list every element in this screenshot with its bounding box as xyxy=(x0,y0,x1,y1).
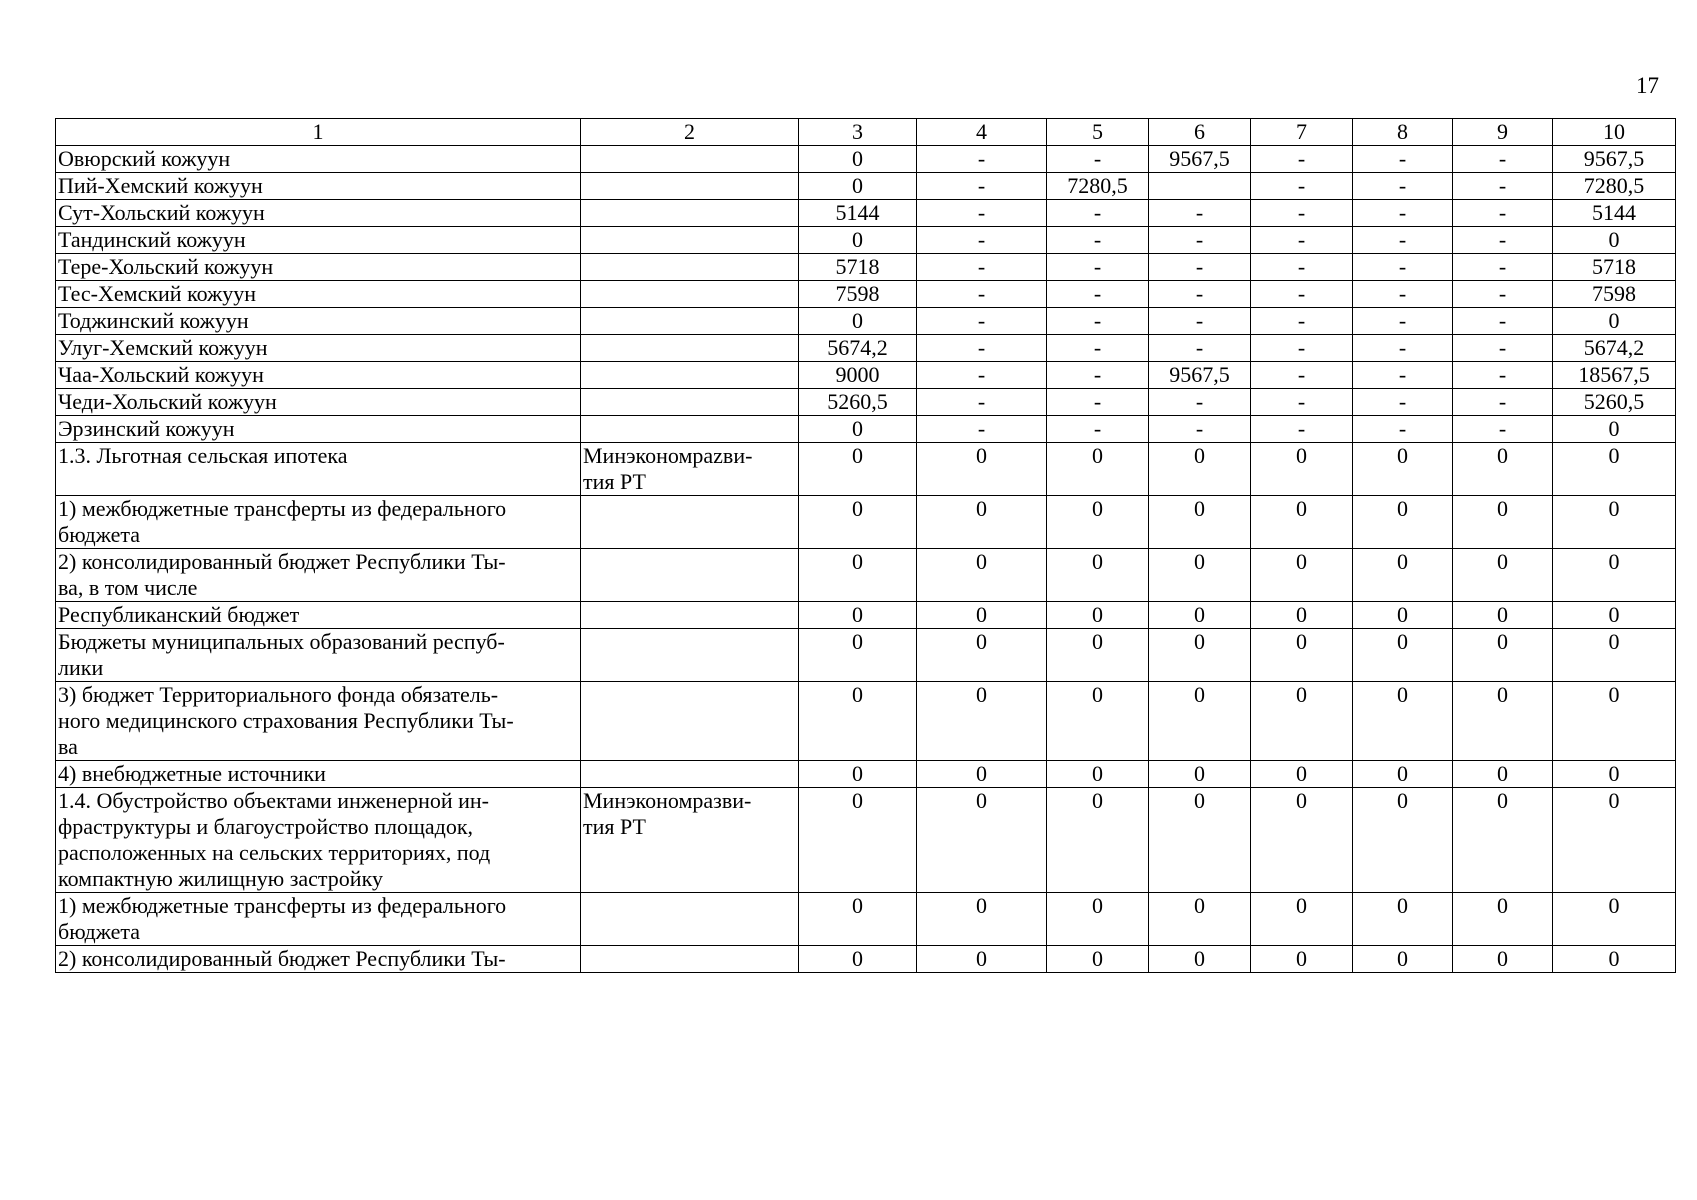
value-cell-col-9: - xyxy=(1453,389,1553,416)
value-cell-col-8: - xyxy=(1353,335,1453,362)
value-cell-col-6: - xyxy=(1149,308,1251,335)
value-cell-col-4: 0 xyxy=(917,496,1047,549)
value-cell-col-4: - xyxy=(917,173,1047,200)
value-cell-col-9: - xyxy=(1453,254,1553,281)
executor-cell: Минэкономрazви- тия РТ xyxy=(581,443,799,496)
value-cell-col-10: 0 xyxy=(1553,443,1676,496)
table-row xyxy=(56,146,1676,173)
executor-cell xyxy=(581,200,799,227)
value-cell-col-10: 5144 xyxy=(1553,200,1676,227)
value-cell-col-5: 0 xyxy=(1047,602,1149,629)
executor-cell xyxy=(581,335,799,362)
value-cell-col-10: 7280,5 xyxy=(1553,173,1676,200)
value-cell-col-5: 7280,5 xyxy=(1047,173,1149,200)
header-cell-4: 4 xyxy=(917,119,1047,146)
row-name-cell: Тандинский кожуун xyxy=(56,227,581,254)
header-cell-7: 7 xyxy=(1251,119,1353,146)
row-name-cell: Тоджинский кожуун xyxy=(56,308,581,335)
table-row xyxy=(56,389,1676,416)
executor-cell xyxy=(581,549,799,602)
value-cell-col-9: 0 xyxy=(1453,602,1553,629)
value-cell-col-10: 9567,5 xyxy=(1553,146,1676,173)
value-cell-col-3: 0 xyxy=(799,946,917,973)
value-cell-col-9: - xyxy=(1453,362,1553,389)
value-cell-col-7: 0 xyxy=(1251,946,1353,973)
value-cell-col-3: 5674,2 xyxy=(799,335,917,362)
value-cell-col-7: - xyxy=(1251,389,1353,416)
value-cell-col-8: - xyxy=(1353,146,1453,173)
value-cell-col-7: 0 xyxy=(1251,788,1353,893)
value-cell-col-3: 0 xyxy=(799,602,917,629)
executor-cell xyxy=(581,629,799,682)
value-cell-col-10: 0 xyxy=(1553,496,1676,549)
value-cell-col-3: 0 xyxy=(799,549,917,602)
value-cell-col-6: 0 xyxy=(1149,946,1251,973)
value-cell-col-7: - xyxy=(1251,146,1353,173)
value-cell-col-6: 0 xyxy=(1149,496,1251,549)
executor-cell xyxy=(581,761,799,788)
value-cell-col-3: 0 xyxy=(799,629,917,682)
header-cell-9: 9 xyxy=(1453,119,1553,146)
table-row xyxy=(56,416,1676,443)
value-cell-col-9: - xyxy=(1453,281,1553,308)
value-cell-col-5: 0 xyxy=(1047,629,1149,682)
value-cell-col-5: - xyxy=(1047,227,1149,254)
value-cell-col-9: - xyxy=(1453,200,1553,227)
value-cell-col-4: - xyxy=(917,389,1047,416)
table-row xyxy=(56,496,1676,549)
header-cell-5: 5 xyxy=(1047,119,1149,146)
header-cell-10: 10 xyxy=(1553,119,1676,146)
value-cell-col-7: - xyxy=(1251,227,1353,254)
value-cell-col-8: - xyxy=(1353,308,1453,335)
value-cell-col-7: 0 xyxy=(1251,682,1353,761)
row-name-cell: Эрзинский кожуун xyxy=(56,416,581,443)
value-cell-col-4: 0 xyxy=(917,946,1047,973)
value-cell-col-6: - xyxy=(1149,227,1251,254)
value-cell-col-3: 0 xyxy=(799,893,917,946)
value-cell-col-6: - xyxy=(1149,200,1251,227)
executor-cell xyxy=(581,281,799,308)
row-name-cell: 1) межбюджетные трансферты из федерального бюджета xyxy=(56,893,581,946)
row-name-cell: Тере-Хольский кожуун xyxy=(56,254,581,281)
value-cell-col-8: 0 xyxy=(1353,629,1453,682)
value-cell-col-8: - xyxy=(1353,416,1453,443)
value-cell-col-8: 0 xyxy=(1353,946,1453,973)
value-cell-col-6: - xyxy=(1149,281,1251,308)
value-cell-col-3: 5718 xyxy=(799,254,917,281)
value-cell-col-10: 5260,5 xyxy=(1553,389,1676,416)
executor-cell xyxy=(581,227,799,254)
table-row xyxy=(56,308,1676,335)
row-name-cell: Тес-Хемский кожуун xyxy=(56,281,581,308)
executor-cell xyxy=(581,946,799,973)
table-row xyxy=(56,682,1676,761)
value-cell-col-4: - xyxy=(917,335,1047,362)
value-cell-col-9: - xyxy=(1453,227,1553,254)
value-cell-col-4: - xyxy=(917,308,1047,335)
value-cell-col-7: - xyxy=(1251,308,1353,335)
value-cell-col-10: 0 xyxy=(1553,946,1676,973)
table-row xyxy=(56,281,1676,308)
value-cell-col-6: 0 xyxy=(1149,549,1251,602)
executor-cell xyxy=(581,416,799,443)
row-name-cell: Чаа-Хольский кожуун xyxy=(56,362,581,389)
table-row xyxy=(56,946,1676,973)
header-row xyxy=(56,119,1676,146)
table-row xyxy=(56,335,1676,362)
value-cell-col-3: 0 xyxy=(799,682,917,761)
executor-cell xyxy=(581,389,799,416)
value-cell-col-7: 0 xyxy=(1251,629,1353,682)
value-cell-col-9: - xyxy=(1453,416,1553,443)
value-cell-col-7: 0 xyxy=(1251,443,1353,496)
executor-cell xyxy=(581,173,799,200)
row-name-cell: Овюрский кожуун xyxy=(56,146,581,173)
value-cell-col-9: 0 xyxy=(1453,893,1553,946)
value-cell-col-6: - xyxy=(1149,416,1251,443)
value-cell-col-9: 0 xyxy=(1453,549,1553,602)
value-cell-col-4: 0 xyxy=(917,443,1047,496)
value-cell-col-5: - xyxy=(1047,200,1149,227)
row-name-cell: 3) бюджет Территориального фонда обязатель- ного медицинского страхования Республики Ты- ва xyxy=(56,682,581,761)
row-name-cell: Улуг-Хемский кожуун xyxy=(56,335,581,362)
value-cell-col-9: - xyxy=(1453,335,1553,362)
value-cell-col-3: 0 xyxy=(799,761,917,788)
table-row xyxy=(56,254,1676,281)
value-cell-col-5: 0 xyxy=(1047,761,1149,788)
value-cell-col-10: 18567,5 xyxy=(1553,362,1676,389)
value-cell-col-4: 0 xyxy=(917,602,1047,629)
value-cell-col-10: 0 xyxy=(1553,788,1676,893)
value-cell-col-9: - xyxy=(1453,146,1553,173)
row-name-cell: 2) консолидированный бюджет Республики Ты- ва, в том числе xyxy=(56,549,581,602)
value-cell-col-7: 0 xyxy=(1251,549,1353,602)
value-cell-col-9: 0 xyxy=(1453,946,1553,973)
value-cell-col-3: 0 xyxy=(799,227,917,254)
value-cell-col-8: - xyxy=(1353,173,1453,200)
header-cell-3: 3 xyxy=(799,119,917,146)
value-cell-col-6: 9567,5 xyxy=(1149,146,1251,173)
value-cell-col-4: 0 xyxy=(917,788,1047,893)
row-name-cell: 1) межбюджетные трансферты из федерального бюджета xyxy=(56,496,581,549)
header-cell-2: 2 xyxy=(581,119,799,146)
value-cell-col-6: 0 xyxy=(1149,443,1251,496)
value-cell-col-5: - xyxy=(1047,281,1149,308)
value-cell-col-4: 0 xyxy=(917,682,1047,761)
value-cell-col-7: 0 xyxy=(1251,496,1353,549)
value-cell-col-10: 5718 xyxy=(1553,254,1676,281)
row-name-cell: Бюджеты муниципальных образований респуб- лики xyxy=(56,629,581,682)
value-cell-col-7: 0 xyxy=(1251,761,1353,788)
value-cell-col-10: 0 xyxy=(1553,893,1676,946)
value-cell-col-5: - xyxy=(1047,389,1149,416)
value-cell-col-10: 7598 xyxy=(1553,281,1676,308)
value-cell-col-8: - xyxy=(1353,254,1453,281)
value-cell-col-7: 0 xyxy=(1251,893,1353,946)
value-cell-col-4: - xyxy=(917,254,1047,281)
value-cell-col-5: 0 xyxy=(1047,788,1149,893)
value-cell-col-6: - xyxy=(1149,335,1251,362)
row-name-cell: 2) консолидированный бюджет Республики Ты- xyxy=(56,946,581,973)
value-cell-col-9: 0 xyxy=(1453,629,1553,682)
value-cell-col-5: - xyxy=(1047,335,1149,362)
value-cell-col-8: - xyxy=(1353,227,1453,254)
value-cell-col-5: - xyxy=(1047,308,1149,335)
value-cell-col-7: - xyxy=(1251,254,1353,281)
value-cell-col-4: 0 xyxy=(917,549,1047,602)
value-cell-col-4: - xyxy=(917,281,1047,308)
value-cell-col-5: - xyxy=(1047,146,1149,173)
value-cell-col-3: 5260,5 xyxy=(799,389,917,416)
value-cell-col-9: 0 xyxy=(1453,496,1553,549)
value-cell-col-10: 0 xyxy=(1553,416,1676,443)
value-cell-col-10: 0 xyxy=(1553,761,1676,788)
value-cell-col-7: - xyxy=(1251,416,1353,443)
header-cell-8: 8 xyxy=(1353,119,1453,146)
row-name-cell: Республиканский бюджет xyxy=(56,602,581,629)
table-row xyxy=(56,602,1676,629)
value-cell-col-6: 0 xyxy=(1149,629,1251,682)
table-body xyxy=(56,119,1676,973)
value-cell-col-8: - xyxy=(1353,362,1453,389)
value-cell-col-10: 0 xyxy=(1553,549,1676,602)
value-cell-col-4: - xyxy=(917,146,1047,173)
value-cell-col-9: 0 xyxy=(1453,761,1553,788)
executor-cell: Минэкономразви- тия РТ xyxy=(581,788,799,893)
value-cell-col-3: 5144 xyxy=(799,200,917,227)
value-cell-col-4: - xyxy=(917,362,1047,389)
value-cell-col-3: 0 xyxy=(799,173,917,200)
value-cell-col-5: 0 xyxy=(1047,893,1149,946)
value-cell-col-7: - xyxy=(1251,281,1353,308)
value-cell-col-6: 9567,5 xyxy=(1149,362,1251,389)
table-row xyxy=(56,788,1676,893)
value-cell-col-3: 0 xyxy=(799,146,917,173)
executor-cell xyxy=(581,254,799,281)
value-cell-col-3: 0 xyxy=(799,788,917,893)
value-cell-col-10: 0 xyxy=(1553,602,1676,629)
value-cell-col-6 xyxy=(1149,173,1251,200)
executor-cell xyxy=(581,682,799,761)
row-name-cell: 4) внебюджетные источники xyxy=(56,761,581,788)
value-cell-col-10: 0 xyxy=(1553,227,1676,254)
value-cell-col-5: - xyxy=(1047,416,1149,443)
row-name-cell: 1.4. Обустройство объектами инженерной ин- фраструктуры и благоустройство площадок, расположенных на сельских территориях, под компактную жилищную застройку xyxy=(56,788,581,893)
executor-cell xyxy=(581,362,799,389)
value-cell-col-6: 0 xyxy=(1149,893,1251,946)
page-number: 17 xyxy=(1636,73,1659,98)
value-cell-col-5: 0 xyxy=(1047,549,1149,602)
value-cell-col-5: - xyxy=(1047,254,1149,281)
table-row xyxy=(56,443,1676,496)
row-name-cell: Пий-Хемский кожуун xyxy=(56,173,581,200)
value-cell-col-6: 0 xyxy=(1149,682,1251,761)
header-cell-1: 1 xyxy=(56,119,581,146)
executor-cell xyxy=(581,308,799,335)
value-cell-col-8: - xyxy=(1353,281,1453,308)
value-cell-col-5: 0 xyxy=(1047,443,1149,496)
value-cell-col-5: 0 xyxy=(1047,946,1149,973)
value-cell-col-9: 0 xyxy=(1453,682,1553,761)
value-cell-col-10: 0 xyxy=(1553,629,1676,682)
value-cell-col-8: 0 xyxy=(1353,602,1453,629)
executor-cell xyxy=(581,602,799,629)
value-cell-col-7: 0 xyxy=(1251,602,1353,629)
value-cell-col-3: 0 xyxy=(799,496,917,549)
value-cell-col-6: 0 xyxy=(1149,602,1251,629)
table-row xyxy=(56,629,1676,682)
value-cell-col-7: - xyxy=(1251,173,1353,200)
table-row xyxy=(56,362,1676,389)
value-cell-col-3: 0 xyxy=(799,308,917,335)
value-cell-col-4: 0 xyxy=(917,761,1047,788)
value-cell-col-9: 0 xyxy=(1453,788,1553,893)
value-cell-col-3: 0 xyxy=(799,416,917,443)
table-row xyxy=(56,893,1676,946)
value-cell-col-8: 0 xyxy=(1353,443,1453,496)
table-row xyxy=(56,227,1676,254)
value-cell-col-7: - xyxy=(1251,362,1353,389)
value-cell-col-6: 0 xyxy=(1149,788,1251,893)
executor-cell xyxy=(581,893,799,946)
value-cell-col-3: 7598 xyxy=(799,281,917,308)
value-cell-col-6: - xyxy=(1149,389,1251,416)
value-cell-col-8: 0 xyxy=(1353,682,1453,761)
value-cell-col-5: - xyxy=(1047,362,1149,389)
value-cell-col-8: 0 xyxy=(1353,496,1453,549)
value-cell-col-4: 0 xyxy=(917,893,1047,946)
header-cell-6: 6 xyxy=(1149,119,1251,146)
value-cell-col-5: 0 xyxy=(1047,682,1149,761)
row-name-cell: Сут-Хольский кожуун xyxy=(56,200,581,227)
value-cell-col-3: 9000 xyxy=(799,362,917,389)
value-cell-col-8: 0 xyxy=(1353,761,1453,788)
value-cell-col-10: 5674,2 xyxy=(1553,335,1676,362)
value-cell-col-6: 0 xyxy=(1149,761,1251,788)
table-row xyxy=(56,761,1676,788)
row-name-cell: 1.3. Льготная сельская ипотека xyxy=(56,443,581,496)
value-cell-col-4: - xyxy=(917,200,1047,227)
value-cell-col-5: 0 xyxy=(1047,496,1149,549)
value-cell-col-10: 0 xyxy=(1553,308,1676,335)
row-name-cell: Чеди-Хольский кожуун xyxy=(56,389,581,416)
value-cell-col-8: 0 xyxy=(1353,893,1453,946)
table-row xyxy=(56,200,1676,227)
executor-cell xyxy=(581,496,799,549)
value-cell-col-4: - xyxy=(917,227,1047,254)
value-cell-col-10: 0 xyxy=(1553,682,1676,761)
budget-table xyxy=(55,118,1676,973)
table-row xyxy=(56,173,1676,200)
value-cell-col-7: - xyxy=(1251,335,1353,362)
table-row xyxy=(56,549,1676,602)
value-cell-col-7: - xyxy=(1251,200,1353,227)
value-cell-col-8: - xyxy=(1353,200,1453,227)
value-cell-col-8: 0 xyxy=(1353,788,1453,893)
value-cell-col-9: - xyxy=(1453,173,1553,200)
value-cell-col-8: 0 xyxy=(1353,549,1453,602)
value-cell-col-9: - xyxy=(1453,308,1553,335)
executor-cell xyxy=(581,146,799,173)
value-cell-col-9: 0 xyxy=(1453,443,1553,496)
value-cell-col-4: 0 xyxy=(917,629,1047,682)
value-cell-col-8: - xyxy=(1353,389,1453,416)
value-cell-col-6: - xyxy=(1149,254,1251,281)
value-cell-col-4: - xyxy=(917,416,1047,443)
value-cell-col-3: 0 xyxy=(799,443,917,496)
